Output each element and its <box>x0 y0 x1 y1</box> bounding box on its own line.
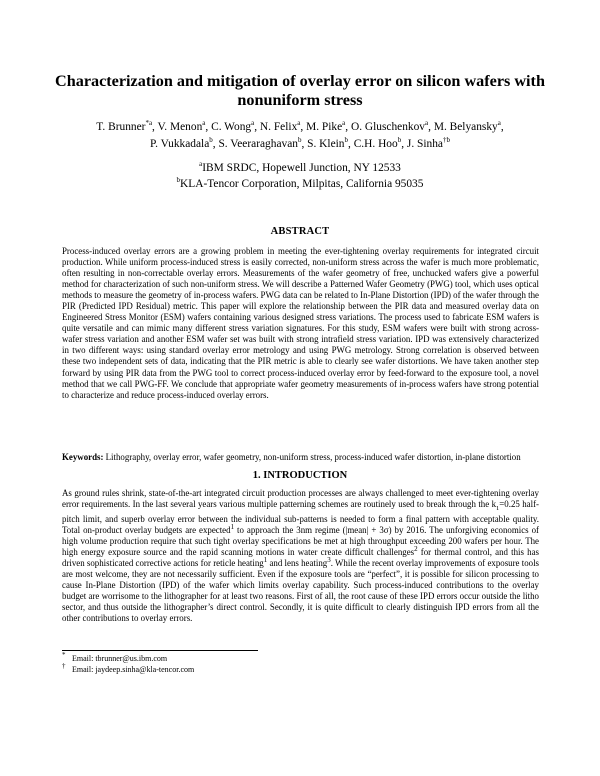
citation: 2 <box>414 545 418 554</box>
citation: 1 <box>230 522 235 531</box>
author: S. Klein$^b$, <box>307 136 354 150</box>
keywords-label: Keywords: <box>62 452 104 462</box>
footnotes <box>62 651 362 675</box>
introduction-heading: 1. INTRODUCTION <box>252 470 348 481</box>
author: C.H. Hoo$^b$, <box>353 136 407 150</box>
keywords <box>62 452 539 463</box>
footnote: † Email: jaydeep.sinha@kla-tencor.com <box>62 661 195 674</box>
author: T. Brunner$^{*a}$, <box>96 119 158 133</box>
affiliations <box>80 160 520 192</box>
author: M. Pike$^a$, <box>306 119 351 133</box>
author: P. Vukkadala$^b$, <box>150 136 219 150</box>
title-line-1: Characterization and mitigation of overlay error on silicon wafers with <box>55 72 545 90</box>
abstract-body: Process-induced overlay errors are a growing problem in meeting the ever-tightening overlay requirements for integrated circuit production. While uniform process-induced stress is easily corrected, non-uniform stress across the wafer is much more problematic, often resulting in non-correctable overlay errors. Measurements of the wafer geometry of free, unchucked wafers give a powerful method for characterization of such non-uniform stress. We will describe a Patterned Wafer Geometry (PWG) tool, which uses optical methods to measure the geometry of in-process wafers. PWG data can be related to In-Plane Distortion (IPD) of the wafer through the PIR (Predicted IPD Residual) metric. This paper will explore the relationship between the PIR data and measured overlay data on Engineered Stress Monitor (ESM) wafers containing various designed stress variations. The process used to fabricate ESM wafers is quite versatile and can mimic many different stress variation signatures. For this study, ESM wafers were built with strong across-wafer stress variation and another ESM wafer set was built with strong intrafield stress variation. IPD was extensively characterized in two different ways: using standard overlay error metrology and using PWG metrology. Strong correlation is observed between these two independent sets of data, indicating that the PIR metric is able to clearly see wafer distortions. We have taken another step forward by using PIR data from the PWG tool to correct process-induced overlay error by feed-forward to the exposure tool, a novel method that we call PWG-FF. We conclude that appropriate wafer geometry measurements of in-process wafers have strong potential to characterize and reduce process-induced overlay errors. <box>62 246 539 400</box>
citation: 3 <box>327 556 331 565</box>
author: O. Gluschenkov$^a$, <box>350 119 434 133</box>
keywords-text: Lithography, overlay error, wafer geometry, non-uniform stress, process-induced wafer distortion, in-plane distortion <box>103 452 521 462</box>
citation: 1 <box>263 556 268 565</box>
title-line-2: nonuniform stress <box>237 91 363 109</box>
author: C. Wong$^a$, <box>211 119 260 133</box>
author-list <box>60 119 540 153</box>
affiliation: $^a$IBM SRDC, Hopewell Junction, NY 12533 <box>199 160 401 174</box>
author: V. Menon$^a$, <box>157 119 212 133</box>
author: J. Sinha$^{\dagger b}$ <box>406 136 450 150</box>
footnote: * Email: tbrunner@us.ibm.com <box>62 651 168 663</box>
abstract-heading: ABSTRACT <box>270 226 330 237</box>
paper-title <box>50 72 550 110</box>
author: M. Belyansky$^a$, <box>433 119 504 133</box>
introduction-body: As ground rules shrink, state-of-the-art integrated circuit production processes are always challenged to meet ever-tightening overlay error requirements. In the last several years various multiple patterning schemes are routinely used to break through the $k_1=0.25$ half-pitch limit, and superb overlay error between the individual sub-patterns is needed to form a final pattern with acceptable quality. Total on-product overlay budgets are expected$^1$ to approach the 3nm regime (|mean| + 3σ) by 2016. The unforgiving economics of high volume production require that such tight overlay specifications be met at high throughput exceeding 200 wafers per hour. The high energy exposure source and the rapid scanning motions in water create difficult challenges$^2$ for thermal control, and this has driven sophisticated corrective actions for reticle heating$^1$ and lens heating$^3$. While the recent overlay improvements of exposure tools are most welcome, they are not necessarily sufficient. Even if the exposure tools are “perfect”, it is possible for silicon processing to cause In-Plane Distortion (IPD) of the wafer which limits overlay capability. Such process-induced contributions to the overlay budget are worrisome to the lithographer for at least two reasons. First of all, the root cause of these IPD errors occur outside the litho sector, and thus outside the lithographer’s direct control. Secondly, it is quite difficult to clearly distinguish IPD errors from all the other contributions to overlay errors. <box>62 488 540 624</box>
author: N. Felix$^a$, <box>259 119 307 133</box>
footnote-divider <box>62 650 258 651</box>
affiliation: $^b$KLA-Tencor Corporation, Milpitas, California 95035 <box>176 176 424 190</box>
author: S. Veeraraghavan$^b$, <box>218 136 308 150</box>
